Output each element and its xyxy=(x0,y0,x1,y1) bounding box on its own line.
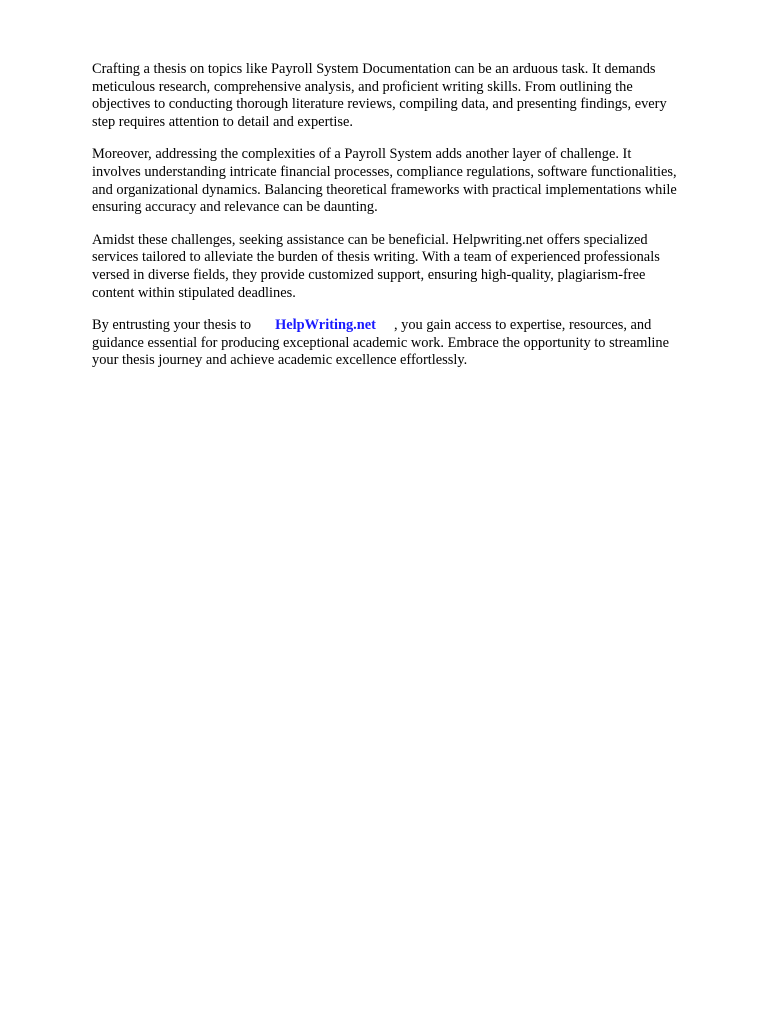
text-line: meticulous research, comprehensive analysis, and proficient writing skills. From outlining the xyxy=(92,78,633,95)
text-line: step requires attention to detail and expertise. xyxy=(92,113,353,130)
text-line: guidance essential for producing exceptional academic work. Embrace the opportunity to streamline xyxy=(92,334,670,351)
paragraph-complexities xyxy=(92,146,732,216)
document-body xyxy=(92,61,732,385)
link-lead-text: By entrusting your thesis to xyxy=(92,317,252,334)
text-line: your thesis journey and achieve academic excellence effortlessly. xyxy=(92,352,468,369)
text-line: ensuring accuracy and relevance can be daunting. xyxy=(92,199,378,216)
text-line-with-link xyxy=(92,317,732,335)
link-trail-text: , you gain access to expertise, resources, and xyxy=(393,317,652,334)
paragraph-intro xyxy=(92,61,732,131)
text-line: services tailored to alleviate the burden of thesis writing. With a team of experienced professionals xyxy=(92,249,660,266)
paragraph-call-to-action xyxy=(92,317,732,370)
text-line: objectives to conducting thorough literature reviews, compiling data, and presenting findings, every xyxy=(92,96,667,113)
paragraph-assistance xyxy=(92,232,732,302)
text-line: involves understanding intricate financial processes, compliance regulations, software functionalities, xyxy=(92,163,677,180)
text-line: versed in diverse fields, they provide customized support, ensuring high-quality, plagiarism-free xyxy=(92,266,646,283)
text-line: Moreover, addressing the complexities of a Payroll System adds another layer of challenge. It xyxy=(92,146,632,163)
text-line: Crafting a thesis on topics like Payroll System Documentation can be an arduous task. It demands xyxy=(92,61,656,77)
text-line: content within stipulated deadlines. xyxy=(92,284,296,301)
helpwriting-link[interactable]: HelpWriting.net xyxy=(275,317,376,334)
text-line: Amidst these challenges, seeking assistance can be beneficial. Helpwriting.net offers specialized xyxy=(92,231,648,248)
text-line: and organizational dynamics. Balancing theoretical frameworks with practical implementations while xyxy=(92,181,677,198)
